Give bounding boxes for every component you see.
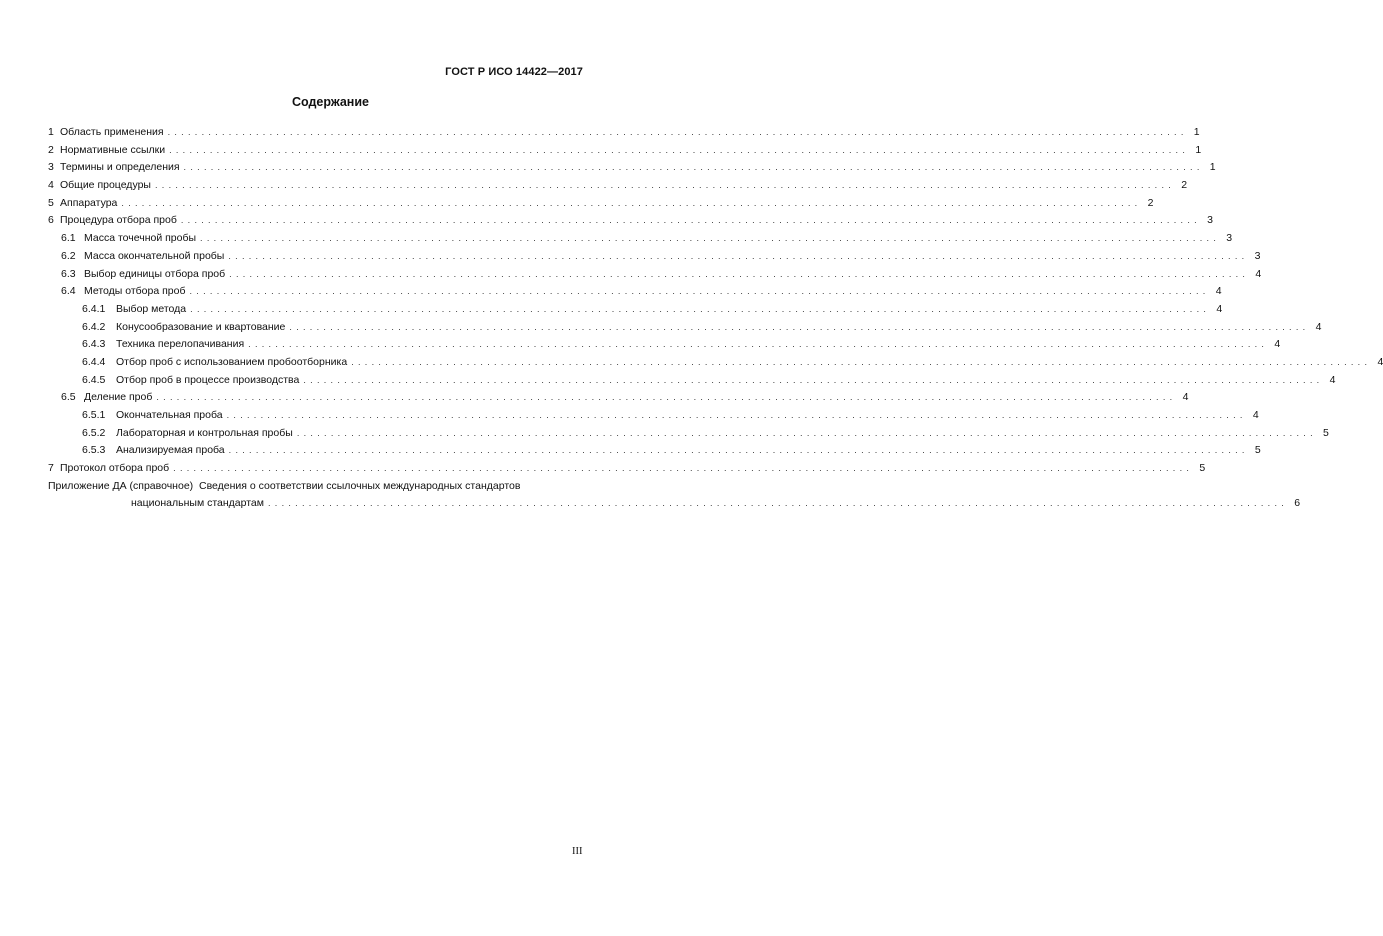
annex-entry-line-2[interactable] xyxy=(48,495,1301,513)
toc-entry[interactable] xyxy=(48,195,1154,213)
toc-entry-label: Термины и определения xyxy=(60,161,180,174)
toc-leader-dots: ...................................................................................................................................................... xyxy=(226,410,1247,420)
toc-entry-label: Лабораторная и контрольная пробы xyxy=(116,426,293,439)
page-number: III xyxy=(572,846,583,857)
toc-entry-number: 6.5.3 xyxy=(82,444,106,457)
toc-entry-number: 6.2 xyxy=(61,249,76,262)
toc-leader-dots: ...................................................................................................................................................... xyxy=(228,445,1249,456)
toc-entry-label: Масса точечной пробы xyxy=(84,232,197,245)
toc-entry-label: Конусообразование и квартование xyxy=(116,320,286,333)
toc-entry[interactable] xyxy=(48,212,1213,230)
toc-entry-number: 7 xyxy=(48,462,54,475)
toc-entry-number: 6.4.1 xyxy=(82,302,106,315)
toc-entry-page: 2 xyxy=(1147,196,1154,209)
toc-leader-dots: ...................................................................................................................................................... xyxy=(169,144,1190,155)
toc-entry-number: 6.5 xyxy=(61,391,76,404)
toc-entry[interactable] xyxy=(48,319,1322,337)
toc-entry[interactable] xyxy=(48,407,1259,425)
toc-entry[interactable] xyxy=(48,159,1216,177)
toc-entry-number: 6.1 xyxy=(61,232,76,245)
table-of-contents xyxy=(48,124,1383,513)
toc-leader-dots: ...................................................................................................................................................... xyxy=(267,498,1289,509)
toc-entry-page: 4 xyxy=(1215,285,1222,298)
toc-entry-page: 4 xyxy=(1315,320,1322,333)
toc-entry[interactable] xyxy=(48,372,1336,390)
toc-entry[interactable] xyxy=(48,301,1223,319)
toc-leader-dots: ...................................................................................................................................................... xyxy=(228,250,1249,261)
toc-entry-label: Техника перелопачивания xyxy=(116,338,245,351)
toc-leader-dots: ...................................................................................................................................................... xyxy=(296,427,1317,438)
toc-leader-dots: ...................................................................................................................................................... xyxy=(200,233,1221,244)
toc-leader-dots: ...................................................................................................................................................... xyxy=(183,162,1204,173)
toc-leader-dots: ...................................................................................................................................................... xyxy=(229,268,1250,279)
toc-entry-page: 1 xyxy=(1193,126,1200,138)
toc-entry[interactable] xyxy=(48,124,1200,142)
toc-entry-label: Нормативные ссылки xyxy=(60,143,166,156)
toc-entry-page: 5 xyxy=(1254,444,1261,457)
toc-entry-number: 5 xyxy=(48,196,54,209)
toc-leader-dots: ...................................................................................................................................................... xyxy=(173,463,1194,474)
toc-entry-label: Методы отбора проб xyxy=(84,285,186,298)
toc-entry-label: Аппаратура xyxy=(60,196,118,209)
toc-entry-number: 6.5.2 xyxy=(82,426,106,439)
toc-entry-label: Деление проб xyxy=(84,391,153,404)
toc-entry[interactable] xyxy=(48,283,1222,301)
toc-entry[interactable] xyxy=(48,354,1383,372)
toc-entry-page: 5 xyxy=(1323,426,1329,439)
toc-entry-page: 4 xyxy=(1377,355,1383,368)
toc-entry-number: 2 xyxy=(48,143,54,156)
toc-entry[interactable] xyxy=(48,142,1202,160)
toc-leader-dots: ...................................................................................................................................................... xyxy=(167,127,1188,137)
toc-leader-dots: ...................................................................................................................................................... xyxy=(156,392,1177,403)
toc-leader-dots: ...................................................................................................................................................... xyxy=(190,303,1211,314)
toc-entry[interactable] xyxy=(48,442,1261,460)
toc-leader-dots: ...................................................................................................................................................... xyxy=(303,374,1324,385)
toc-entry-page: 4 xyxy=(1252,409,1259,421)
toc-entry[interactable] xyxy=(48,266,1262,284)
toc-entry[interactable] xyxy=(48,230,1233,248)
toc-entry-label: Выбор единицы отбора проб xyxy=(84,267,226,280)
toc-entry[interactable] xyxy=(48,425,1329,443)
annex-title-line-1: Сведения о соответствии ссылочных международных стандартов xyxy=(199,479,521,492)
toc-entry-page: 4 xyxy=(1329,373,1336,386)
standard-header: ГОСТ Р ИСО 14422—2017 xyxy=(445,66,583,78)
toc-entry-label: Отбор проб в процессе производства xyxy=(116,373,300,386)
toc-leader-dots: ...................................................................................................................................................... xyxy=(180,215,1201,226)
toc-entry-page: 4 xyxy=(1216,302,1223,315)
toc-entry-label: Окончательная проба xyxy=(116,409,223,421)
toc-entry-number: 6.4.4 xyxy=(82,355,106,368)
toc-leader-dots: ...................................................................................................................................................... xyxy=(121,197,1142,208)
toc-entry-page: 5 xyxy=(1199,462,1206,475)
toc-entry[interactable] xyxy=(48,177,1188,195)
toc-entry-page: 4 xyxy=(1182,391,1189,404)
toc-entry-label: Общие процедуры xyxy=(60,179,151,192)
toc-entry-number: 6.5.1 xyxy=(82,409,106,421)
toc-entry-page: 2 xyxy=(1181,179,1188,192)
annex-title-line-2: национальным стандартам xyxy=(131,497,264,510)
toc-entry[interactable] xyxy=(48,336,1281,354)
toc-entry-page: 3 xyxy=(1254,249,1261,262)
toc-leader-dots: ...................................................................................................................................................... xyxy=(248,339,1269,350)
annex-page: 6 xyxy=(1294,497,1301,510)
toc-entry-number: 4 xyxy=(48,179,54,192)
toc-entry-label: Анализируемая проба xyxy=(116,444,225,457)
toc-entry-number: 6.3 xyxy=(61,267,76,280)
toc-entry-page: 3 xyxy=(1226,232,1233,245)
toc-entry-page: 1 xyxy=(1195,143,1202,156)
toc-entry-label: Отбор проб с использованием пробоотборника xyxy=(116,355,348,368)
toc-entry[interactable] xyxy=(48,248,1261,266)
toc-leader-dots: ...................................................................................................................................................... xyxy=(351,356,1372,367)
toc-leader-dots: ...................................................................................................................................................... xyxy=(189,286,1210,297)
toc-entry-number: 3 xyxy=(48,161,54,174)
toc-leader-dots: ...................................................................................................................................................... xyxy=(154,180,1176,191)
toc-entry-number: 6 xyxy=(48,214,54,227)
toc-entry-page: 4 xyxy=(1274,338,1281,351)
toc-entry-label: Выбор метода xyxy=(116,302,187,315)
toc-entry-label: Масса окончательной пробы xyxy=(84,249,225,262)
toc-leader-dots: ...................................................................................................................................................... xyxy=(289,321,1310,332)
toc-entry-label: Протокол отбора проб xyxy=(60,462,170,475)
toc-entry[interactable] xyxy=(48,389,1189,407)
toc-entry-number: 6.4.5 xyxy=(82,373,106,386)
toc-entry-page: 4 xyxy=(1255,267,1262,280)
toc-entry-page: 1 xyxy=(1209,161,1216,174)
annex-entry-line-1[interactable] xyxy=(48,478,585,496)
toc-entry-label: Процедура отбора проб xyxy=(60,214,177,227)
toc-entry-page: 3 xyxy=(1207,214,1213,227)
toc-entry[interactable] xyxy=(48,460,1206,478)
toc-entry-number: 1 xyxy=(48,126,54,138)
page-title: Содержание xyxy=(291,95,369,109)
toc-entry-label: Область применения xyxy=(60,126,164,138)
toc-entry-number: 6.4.2 xyxy=(82,320,106,333)
annex-prefix: Приложение ДА (справочное) xyxy=(48,479,194,492)
toc-entry-number: 6.4.3 xyxy=(82,338,106,351)
toc-entry-number: 6.4 xyxy=(61,285,76,298)
